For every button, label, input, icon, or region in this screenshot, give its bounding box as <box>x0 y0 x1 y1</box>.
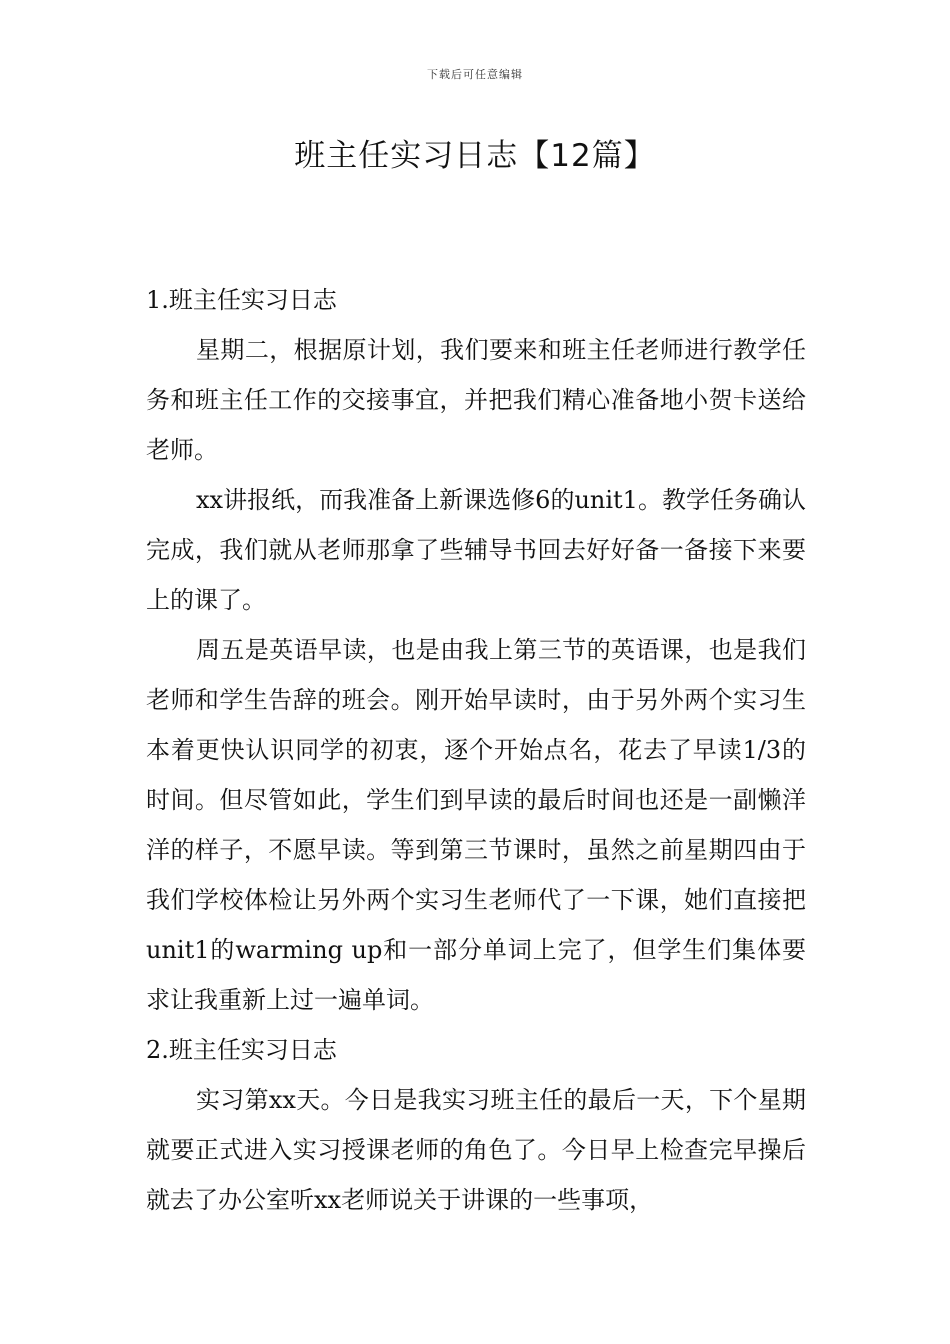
section-2 <box>146 1025 806 1225</box>
paragraph: 周五是英语早读，也是由我上第三节的英语课，也是我们老师和学生告辞的班会。刚开始早读时，由于另外两个实习生本着更快认识同学的初衷，逐个开始点名，花去了早读1/3的时间。但尽管如此，学生们到早读的最后时间也还是一副懒洋洋的样子，不愿早读。等到第三节课时，虽然之前星期四由于我们学校体检让另外两个实习生老师代了一下课，她们直接把unit1的warming up和一部分单词上完了，但学生们集体要求让我重新上过一遍单词。 <box>146 636 806 1014</box>
header-note: 下载后可任意编辑 <box>427 68 523 81</box>
paragraph: xx讲报纸，而我准备上新课选修6的unit1。教学任务确认完成，我们就从老师那拿了些辅导书回去好好备一备接下来要上的课了。 <box>146 486 806 614</box>
paragraph: 星期二，根据原计划，我们要来和班主任老师进行教学任务和班主任工作的交接事宜，并把我们精心准备地小贺卡送给老师。 <box>146 336 806 464</box>
document-body <box>146 275 806 1225</box>
paragraph: 实习第xx天。今日是我实习班主任的最后一天，下个星期就要正式进入实习授课老师的角色了。今日早上检查完早操后就去了办公室听xx老师说关于讲课的一些事项， <box>146 1086 806 1214</box>
document-title: 班主任实习日志【12篇】 <box>294 138 656 174</box>
section-heading: 2.班主任实习日志 <box>146 1036 337 1064</box>
section-heading: 1.班主任实习日志 <box>146 286 337 314</box>
section-1 <box>146 275 806 1025</box>
